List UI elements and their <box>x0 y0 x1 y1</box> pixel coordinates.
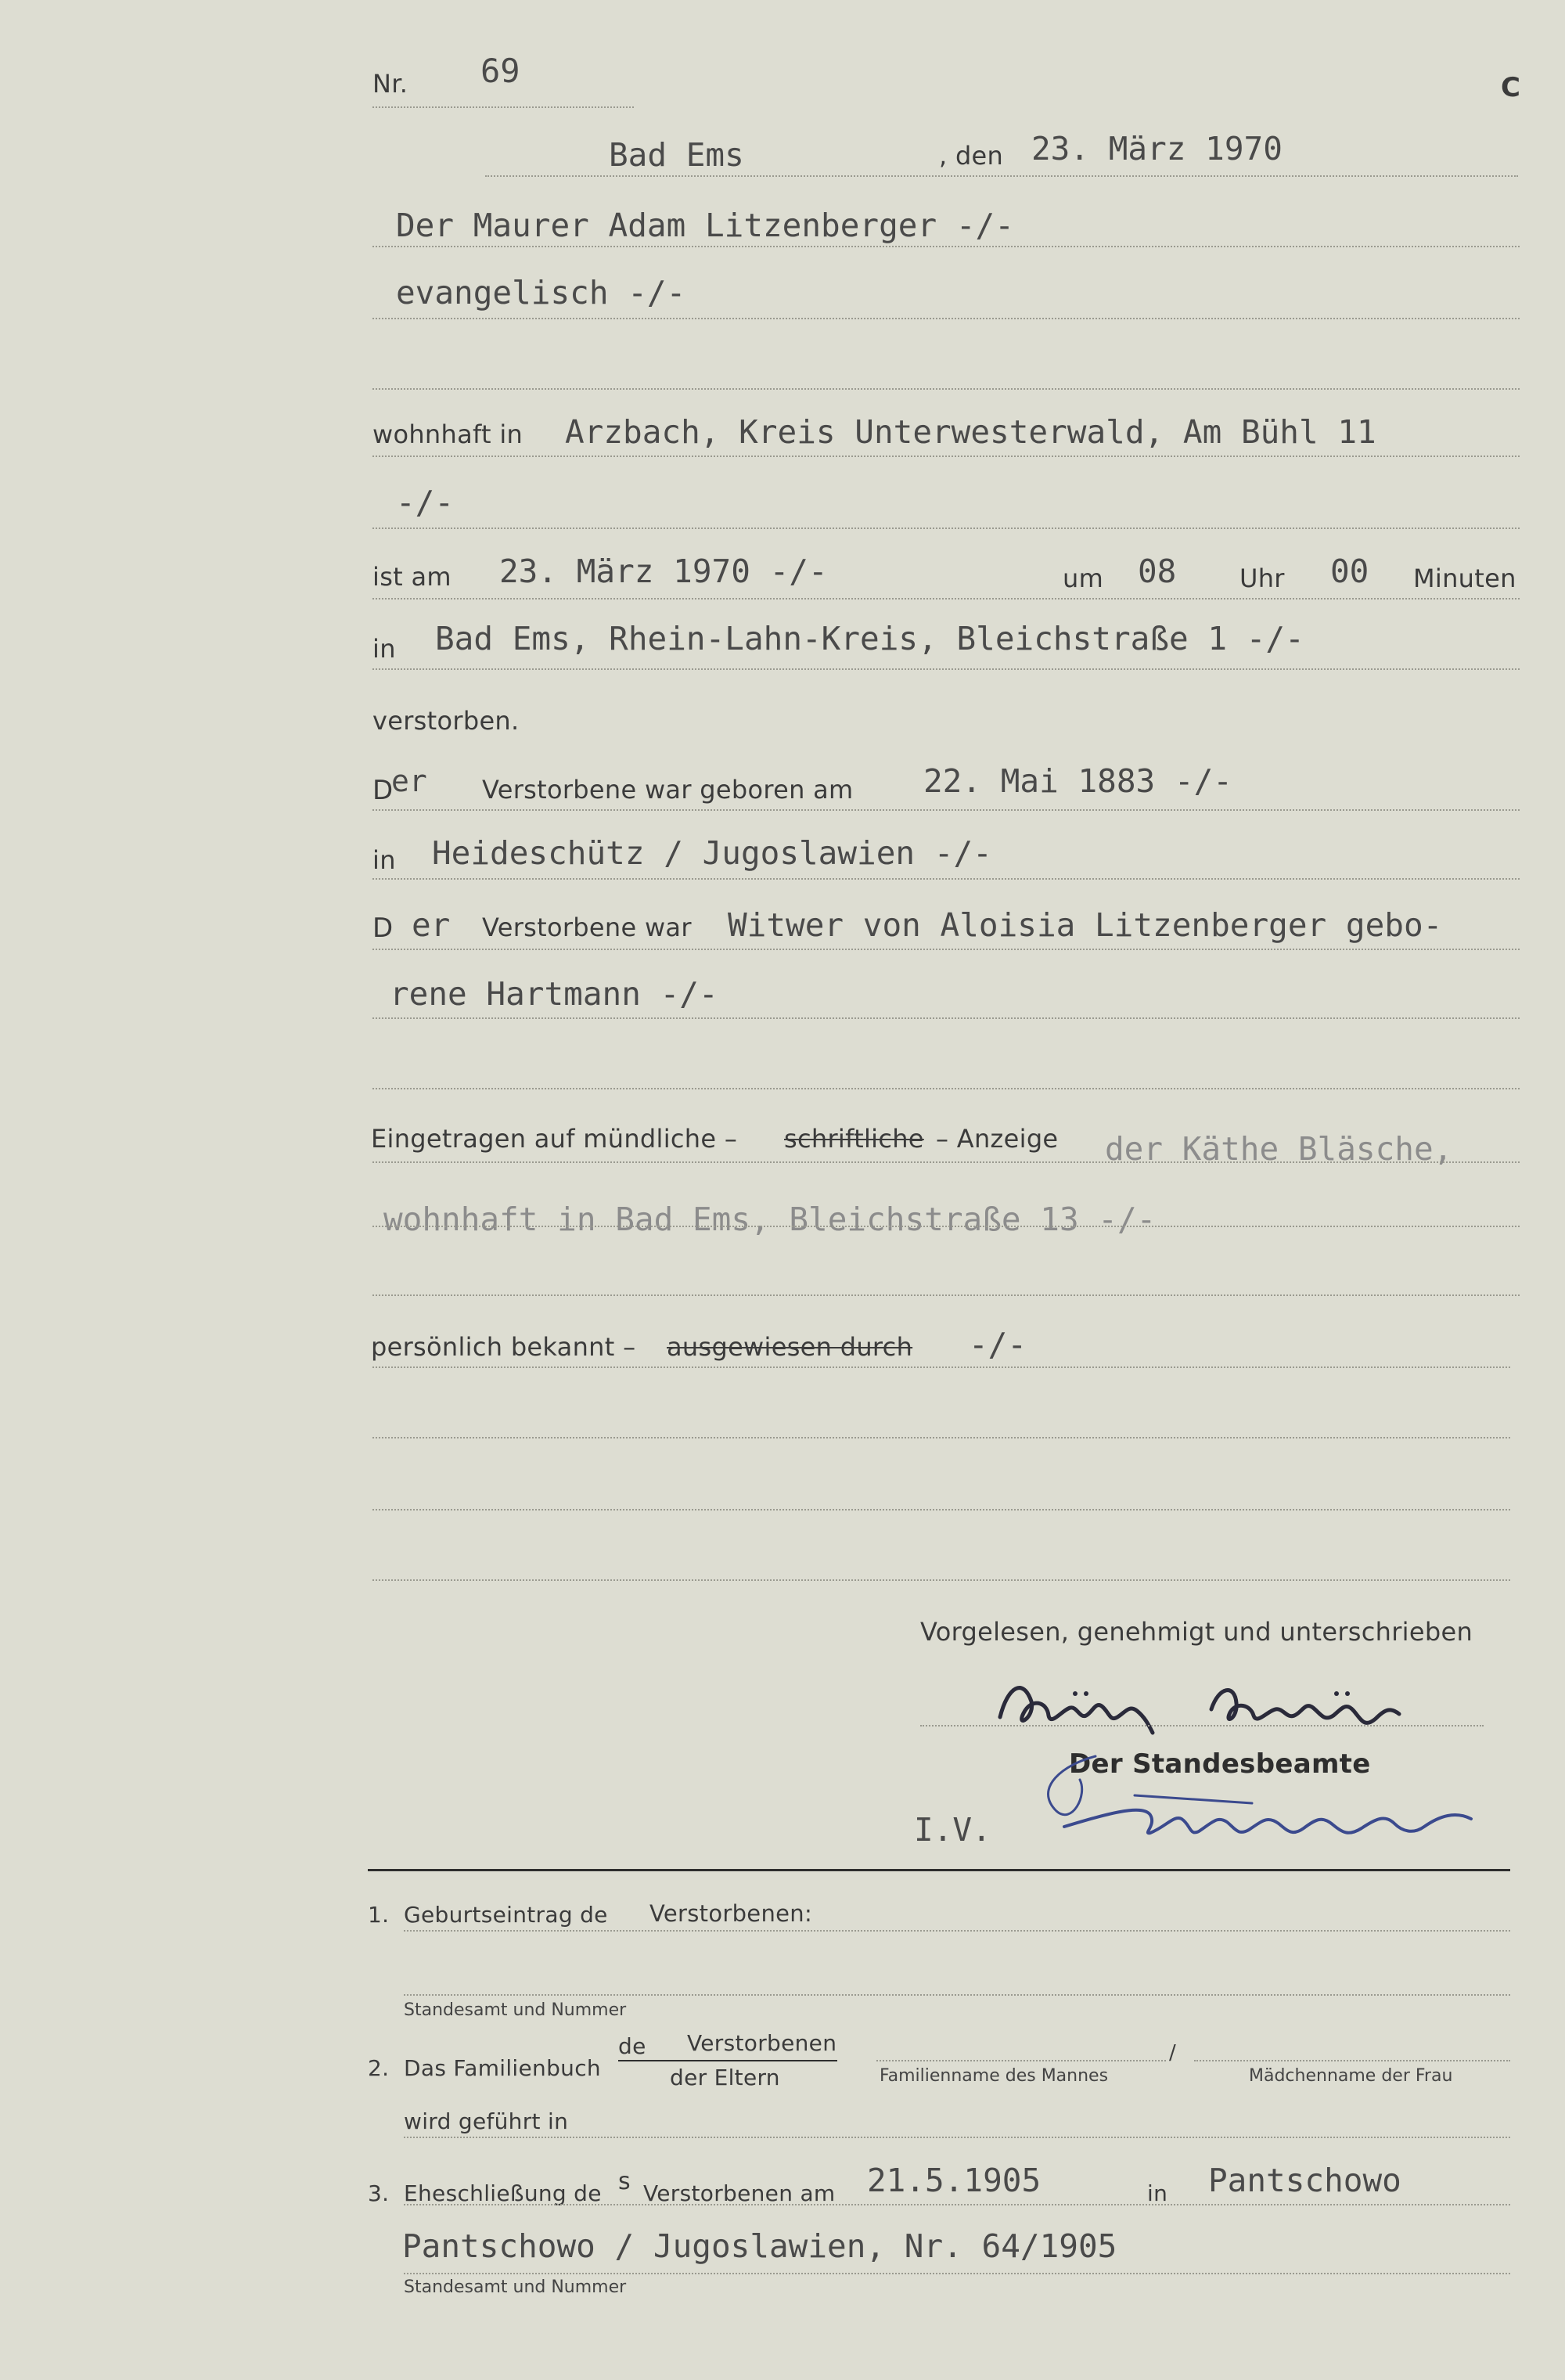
note-1-typed: Verstorbenen: <box>649 1900 813 1927</box>
registry-date: 23. März 1970 <box>1031 130 1283 167</box>
informant-line1: der Käthe Bläsche, <box>1105 1130 1453 1168</box>
uhr-label: Uhr <box>1239 563 1285 593</box>
rule <box>372 318 1520 319</box>
residence-address: Arzbach, Kreis Unterwesterwald, Am Bühl 11 <box>565 413 1376 451</box>
religion: evangelisch -/- <box>396 274 686 311</box>
familienname-label: Familienname des Mannes <box>880 2066 1109 2086</box>
identification-value: -/- <box>969 1326 1027 1363</box>
slash: / <box>1169 2041 1177 2065</box>
rule <box>404 2204 1510 2205</box>
rule <box>920 1725 1484 1726</box>
note-3-number: 3. <box>368 2180 390 2206</box>
marriage-place: Pantschowo <box>1208 2162 1401 2199</box>
death-hour: 08 <box>1138 553 1177 590</box>
rule <box>372 1437 1510 1438</box>
note-2-de: de <box>618 2033 646 2059</box>
rule <box>372 668 1520 670</box>
der-label: D <box>372 775 394 806</box>
death-date: 23. März 1970 -/- <box>499 553 828 590</box>
d-label: D <box>372 913 394 944</box>
standesbeamte-label: Der Standesbeamte <box>1069 1748 1371 1780</box>
rule <box>876 2060 1166 2061</box>
ist-am-label: ist am <box>372 562 452 592</box>
note-2-label: Das Familienbuch <box>404 2055 601 2081</box>
der-typed: er <box>391 764 427 798</box>
note-3-verstorbenen-am: Verstorbenen am <box>643 2180 836 2206</box>
rule <box>372 949 1520 950</box>
death-minutes: 00 <box>1330 553 1369 590</box>
standesamt-label-1: Standesamt und Nummer <box>404 2000 627 2020</box>
rule <box>372 1366 1510 1368</box>
rule <box>404 2273 1510 2274</box>
birth-place: Heideschütz / Jugoslawien -/- <box>432 834 992 872</box>
deceased-name-line: Der Maurer Adam Litzenberger -/- <box>396 207 1014 244</box>
rule <box>372 878 1520 880</box>
note-3-label: Eheschließung de <box>404 2180 602 2206</box>
rule <box>372 598 1520 600</box>
vorgelesen-label: Vorgelesen, genehmigt und unterschrieben <box>920 1617 1473 1647</box>
minuten-label: Minuten <box>1413 563 1516 593</box>
marital-status-line1: Witwer von Aloisia Litzenberger gebo- <box>728 906 1443 944</box>
note-1-label: Geburtseintrag de <box>404 1902 608 1928</box>
rule <box>404 2137 1510 2138</box>
rule <box>372 1509 1510 1510</box>
verstorben-label: verstorben. <box>372 706 520 736</box>
rule <box>404 1930 1510 1932</box>
birth-date: 22. Mai 1883 -/- <box>923 762 1232 800</box>
rule <box>372 1294 1520 1296</box>
section-divider <box>368 1869 1510 1871</box>
rule <box>1194 2060 1510 2061</box>
registrar-signature <box>1017 1741 1487 1858</box>
note-2-eltern: der Eltern <box>670 2065 780 2090</box>
rule <box>372 1579 1510 1581</box>
nr-label: Nr. <box>372 69 408 99</box>
er-typed: er <box>412 906 451 944</box>
nr-rule <box>372 106 634 108</box>
marriage-registry: Pantschowo / Jugoslawien, Nr. 64/1905 <box>402 2227 1117 2265</box>
informant-line2: wohnhaft in Bad Ems, Bleichstraße 13 -/- <box>383 1201 1157 1238</box>
note-2-verstorbenen: Verstorbenen <box>687 2030 837 2056</box>
persoenlich-label: persönlich bekannt – <box>371 1332 636 1362</box>
wohnhaft-label: wohnhaft in <box>372 419 523 449</box>
iv-label: I.V. <box>914 1811 991 1849</box>
eingetragen-label: Eingetragen auf mündliche – <box>371 1124 738 1154</box>
den-label: , den <box>939 141 1004 171</box>
in-label: in <box>372 634 396 664</box>
note-1-number: 1. <box>368 1902 390 1928</box>
maedchenname-label: Mädchenname der Frau <box>1249 2066 1453 2086</box>
born-label: Verstorbene war geboren am <box>482 775 854 805</box>
rule <box>372 388 1520 390</box>
residence-address-continued: -/- <box>396 484 455 521</box>
in-label-2: in <box>372 845 396 875</box>
rule <box>404 1994 1510 1996</box>
rule <box>372 527 1520 529</box>
rule <box>372 1088 1520 1089</box>
note-2-number: 2. <box>368 2055 390 2081</box>
rule <box>372 809 1520 811</box>
standesamt-label-2: Standesamt und Nummer <box>404 2277 627 2297</box>
register-number: 69 <box>480 52 520 90</box>
schriftliche-struck: schriftliche <box>784 1124 924 1154</box>
fraction-rule <box>618 2060 837 2061</box>
rule <box>372 246 1520 247</box>
um-label: um <box>1063 563 1104 593</box>
anzeige-label: – Anzeige <box>936 1124 1059 1154</box>
rule <box>372 1226 1520 1227</box>
note-3-in: in <box>1147 2180 1168 2206</box>
wird-gefuehrt-label: wird geführt in <box>404 2108 569 2134</box>
death-place: Bad Ems, Rhein-Lahn-Kreis, Bleichstraße 1 -/- <box>435 620 1304 657</box>
note-3-s: s <box>618 2168 631 2195</box>
rule <box>372 1017 1520 1019</box>
marital-status-line2: rene Hartmann -/- <box>390 975 718 1013</box>
signature-text-hidden: Käthe Bläsche <box>992 1658 1081 1673</box>
rule <box>372 1161 1520 1163</box>
corner-letter: C <box>1501 72 1521 103</box>
registry-place: Bad Ems <box>609 136 744 174</box>
marriage-date: 21.5.1905 <box>867 2162 1042 2199</box>
verstorbene-war-label: Verstorbene war <box>482 913 692 942</box>
rule <box>372 455 1520 457</box>
ausgewiesen-struck: ausgewiesen durch <box>667 1332 913 1362</box>
rule <box>485 175 1518 177</box>
